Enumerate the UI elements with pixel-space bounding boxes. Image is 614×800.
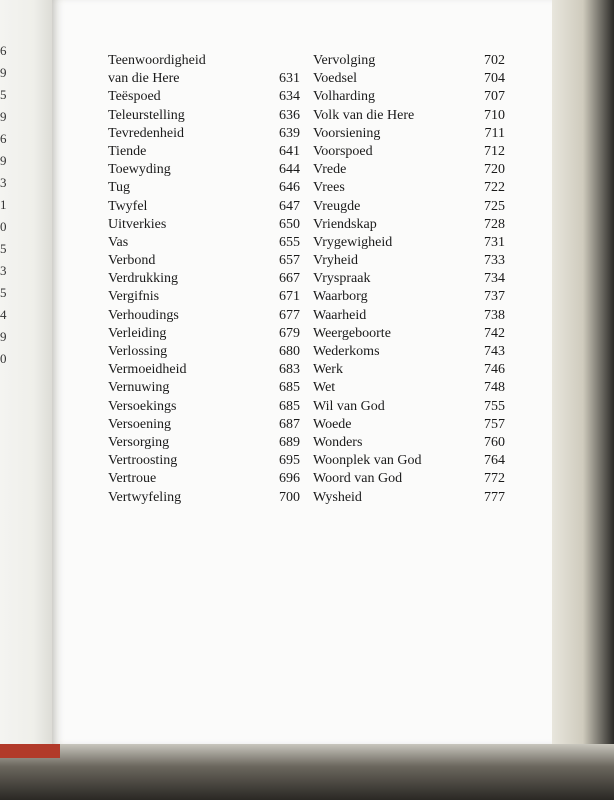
index-page-number: 737 <box>484 289 505 305</box>
index-page-number: 639 <box>279 125 300 141</box>
index-page-number: 631 <box>279 71 300 87</box>
index-term: Tevredenheid <box>108 125 184 141</box>
index-page-number: 720 <box>484 162 505 178</box>
index-entry <box>108 398 300 416</box>
index-page-number: 636 <box>279 107 300 123</box>
index-page-number: 700 <box>279 489 300 505</box>
margin-digit: 0 <box>0 351 7 366</box>
index-term: Vergifnis <box>108 289 160 305</box>
index-term: Vryspraak <box>313 271 371 287</box>
index-entry <box>313 143 505 161</box>
margin-digit: 9 <box>0 65 7 80</box>
index-term: Teleurstelling <box>108 107 185 123</box>
index-term: Vertroosting <box>108 453 178 469</box>
index-entry <box>108 216 300 234</box>
index-entry <box>108 470 300 488</box>
margin-digit: 6 <box>0 43 7 58</box>
index-page-number: 647 <box>279 198 300 214</box>
index-term: Vreugde <box>313 198 361 214</box>
index-term: Wysheid <box>313 489 362 505</box>
index-entry <box>313 434 505 452</box>
index-entry <box>313 489 505 507</box>
margin-digit: 9 <box>0 153 7 168</box>
index-page-number: 748 <box>484 380 505 396</box>
index-page-number: 710 <box>484 107 505 123</box>
index-page-number: 696 <box>279 471 300 487</box>
index-page-number: 722 <box>484 180 505 196</box>
book-cover-corner <box>0 744 60 758</box>
index-page-number: 680 <box>279 344 300 359</box>
index-entry <box>108 343 300 361</box>
index-term: Verdrukking <box>108 271 178 287</box>
index-entry <box>108 143 300 161</box>
index-term: Versoening <box>108 416 171 432</box>
index-entry <box>108 288 300 306</box>
index-page-number: 728 <box>484 216 505 232</box>
index-entry <box>108 70 300 88</box>
index-term: Voorspoed <box>313 143 373 159</box>
index-page-number: 734 <box>484 271 505 287</box>
index-term: Waarheid <box>313 307 367 323</box>
index-term: van die Here <box>108 71 180 87</box>
index-term: Werk <box>313 362 343 378</box>
index-page-number: 764 <box>484 453 505 469</box>
index-entry <box>313 70 505 88</box>
index-entry <box>108 379 300 397</box>
index-term: Verbond <box>108 253 156 269</box>
index-entry <box>313 216 505 234</box>
index-right-column <box>313 52 505 507</box>
index-term: Verlossing <box>108 344 168 359</box>
index-page-number: 655 <box>279 234 300 250</box>
index-entry <box>313 88 505 106</box>
index-term: Vertwyfeling <box>108 489 182 505</box>
index-entry <box>313 198 505 216</box>
index-page-number: 702 <box>484 53 505 68</box>
index-term: Vernuwing <box>108 380 170 396</box>
margin-digit: 3 <box>0 175 7 190</box>
index-term: Wederkoms <box>313 344 380 359</box>
index-entry <box>313 307 505 325</box>
index-term: Woord van God <box>313 471 403 487</box>
index-entry <box>313 379 505 397</box>
book-right-edge <box>552 0 614 744</box>
previous-page-margin-digits <box>0 40 12 740</box>
index-entry <box>313 107 505 125</box>
index-page-number: 746 <box>484 362 505 378</box>
index-page-number: 685 <box>279 380 300 396</box>
index-term: Tug <box>108 180 131 196</box>
index-entry <box>108 452 300 470</box>
index-entry <box>313 234 505 252</box>
index-page-number: 687 <box>279 416 300 432</box>
index-page-number: 671 <box>279 289 300 305</box>
index-page-number: 644 <box>279 162 300 178</box>
margin-digit: 5 <box>0 87 7 102</box>
index-term: Woede <box>313 416 352 432</box>
index-entry <box>108 489 300 507</box>
index-page-number: 634 <box>279 89 300 105</box>
index-page-number: 695 <box>279 453 300 469</box>
index-entry <box>313 252 505 270</box>
index-term: Woonplek van God <box>313 453 422 469</box>
index-term: Verhoudings <box>108 307 179 323</box>
index-entry <box>108 416 300 434</box>
index-term: Versoekings <box>108 398 177 414</box>
index-page-number: 742 <box>484 325 505 341</box>
index-term: Vrede <box>313 162 347 178</box>
index-entry <box>108 252 300 270</box>
index-term: Versorging <box>108 434 170 450</box>
index-term: Voedsel <box>313 71 358 87</box>
index-page-number: 704 <box>484 71 505 87</box>
index-page-number: 711 <box>484 125 505 141</box>
index-page-number: 738 <box>484 307 505 323</box>
index-page-number: 707 <box>484 89 505 105</box>
index-term: Vrees <box>313 180 345 196</box>
index-page-number: 650 <box>279 216 300 232</box>
index-entry <box>108 88 300 106</box>
index-term: Vertroue <box>108 471 157 487</box>
index-term: Vriendskap <box>313 216 377 232</box>
index-term: Vas <box>108 234 129 250</box>
index-entry <box>313 125 505 143</box>
index-entry <box>313 179 505 197</box>
index-term: Toewyding <box>108 162 171 178</box>
index-term: Uitverkies <box>108 216 167 232</box>
index-entry <box>108 361 300 379</box>
index-entry <box>108 434 300 452</box>
index-entry <box>313 452 505 470</box>
index-page-number: 685 <box>279 398 300 414</box>
index-entry <box>108 270 300 288</box>
index-page-number: 689 <box>279 434 300 450</box>
index-entry <box>108 325 300 343</box>
index-entry <box>313 161 505 179</box>
index-page-number: 712 <box>484 143 505 159</box>
index-term: Vermoeidheid <box>108 362 187 378</box>
index-term: Weergeboorte <box>313 325 391 341</box>
index-term: Waarborg <box>313 289 368 305</box>
margin-digit: 9 <box>0 109 7 124</box>
index-term: Vrygewigheid <box>313 234 393 250</box>
index-page-number: 743 <box>484 344 505 359</box>
margin-digit: 9 <box>0 329 7 344</box>
index-term: Vervolging <box>313 53 376 68</box>
index-page-number: 679 <box>279 325 300 341</box>
index-page-number: 733 <box>484 253 505 269</box>
margin-digit: 1 <box>0 197 7 212</box>
index-term: Volharding <box>313 89 375 105</box>
margin-digit: 5 <box>0 241 7 256</box>
index-entry <box>108 107 300 125</box>
index-entry <box>313 270 505 288</box>
margin-digit: 4 <box>0 307 7 322</box>
index-term: Voorsiening <box>313 125 381 141</box>
index-entry <box>313 325 505 343</box>
index-term: Vryheid <box>313 253 359 269</box>
index-term: Twyfel <box>108 198 148 214</box>
index-page-number: 677 <box>279 307 300 323</box>
index-entry <box>313 416 505 434</box>
index-term: Wet <box>313 380 336 396</box>
index-term: Wonders <box>313 434 363 450</box>
index-term: Tiende <box>108 143 147 159</box>
index-page-number: 667 <box>279 271 300 287</box>
index-entry <box>313 288 505 306</box>
index-entry <box>108 179 300 197</box>
index-term: Verleiding <box>108 325 167 341</box>
index-page-number: 772 <box>484 471 505 487</box>
index-entry <box>108 161 300 179</box>
index-page-number: 641 <box>279 143 300 159</box>
index-entry <box>313 398 505 416</box>
index-term: Teëspoed <box>108 89 161 105</box>
index-entry <box>108 307 300 325</box>
index-page-number: 683 <box>279 362 300 378</box>
index-term: Teenwoordigheid <box>108 53 206 68</box>
index-page-number: 657 <box>279 253 300 269</box>
index-entry <box>108 234 300 252</box>
index-page-number: 755 <box>484 398 505 414</box>
margin-digit: 3 <box>0 263 7 278</box>
index-page-number: 757 <box>484 416 505 432</box>
index-term: Volk van die Here <box>313 107 415 123</box>
index-page-number: 731 <box>484 234 505 250</box>
margin-digit: 5 <box>0 285 7 300</box>
index-entry <box>108 125 300 143</box>
book-bottom-edge <box>0 744 614 800</box>
index-left-column <box>108 52 300 507</box>
margin-digit: 6 <box>0 131 7 146</box>
index-page-number: 646 <box>279 180 300 196</box>
index-page-number: 725 <box>484 198 505 214</box>
index-entry <box>108 198 300 216</box>
index-page-number: 760 <box>484 434 505 450</box>
index-entry <box>313 52 505 70</box>
index-entry <box>313 361 505 379</box>
index-entry <box>313 470 505 488</box>
index-entry <box>108 52 300 70</box>
margin-digit: 0 <box>0 219 7 234</box>
index-term: Wil van God <box>313 398 385 414</box>
index-page-number: 777 <box>484 489 505 505</box>
index-entry <box>313 343 505 361</box>
